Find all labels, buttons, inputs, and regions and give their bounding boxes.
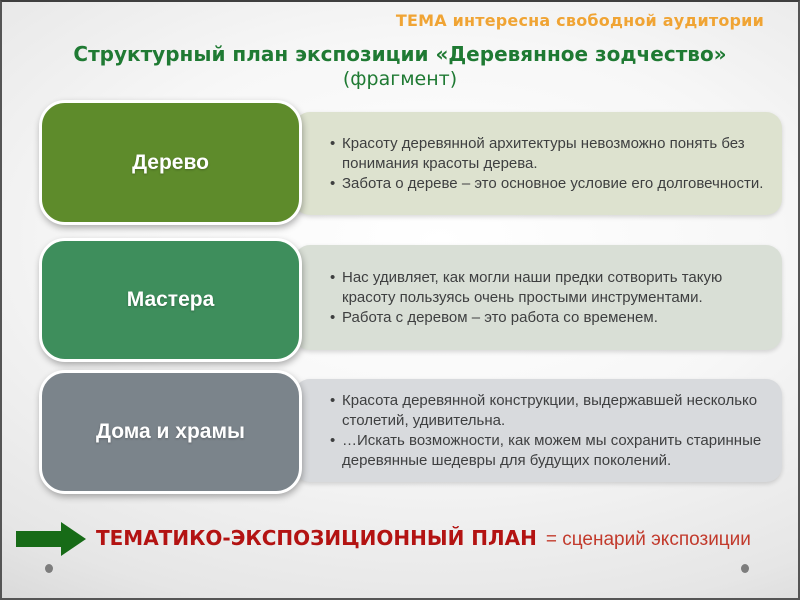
bullet-text: Красота деревянной конструкции, выдержавшей несколько столетий, удивительна. [342,391,758,429]
list-item [330,308,766,328]
bullet-text: Красоту деревянной архитектуры невозможно понять без понимания красоты дерева. [342,134,745,172]
topic-block-masters [39,238,302,362]
slide-title: Структурный план экспозиции «Деревянное зодчество» [73,42,727,66]
plan-definition: = сценарий экспозиции [545,529,751,550]
list-item [330,174,766,194]
bullet-text: Нас удивляет, как могли наши предки сотворить такую красоту пользуясь очень простыми инструментами. [342,268,723,306]
bullet-text: …Искать возможности, как можем мы сохранить старинные деревянные шедевры для будущих поколений. [342,431,762,469]
bullet-icon: • [330,268,336,286]
footer-statement [96,526,751,551]
list-item [330,268,766,308]
bullet-icon: • [330,308,336,326]
topic-block-label: Мастера [126,288,215,311]
list-item [330,431,766,471]
title-block [2,42,798,92]
slide-subtitle: (фрагмент) [342,68,458,90]
decorative-dot-right [741,564,749,573]
description-box-masters [294,245,782,350]
slide-tagline: ТЕМА интересна свободной аудитории [395,11,764,30]
list-item [330,391,766,431]
plan-label: ТЕМАТИКО-ЭКСПОЗИЦИОННЫЙ ПЛАН [96,526,537,550]
topic-block-label: Дерево [132,150,209,174]
list-item [330,134,766,174]
bullet-icon: • [330,174,336,192]
right-arrow-icon [16,521,88,557]
topic-block-wood [39,100,302,225]
bullet-icon: • [330,134,336,152]
bullet-text: Работа с деревом – это работа со временем. [342,308,658,326]
topic-block-houses [39,370,302,494]
bullet-text: Забота о дереве – это основное условие его долговечности. [342,174,764,192]
bullet-icon: • [330,391,336,409]
description-box-wood [294,112,782,215]
decorative-dot-left [45,564,53,573]
topic-block-label: Дома и храмы [96,420,245,443]
description-box-houses [294,379,782,482]
bullet-icon: • [330,431,336,449]
